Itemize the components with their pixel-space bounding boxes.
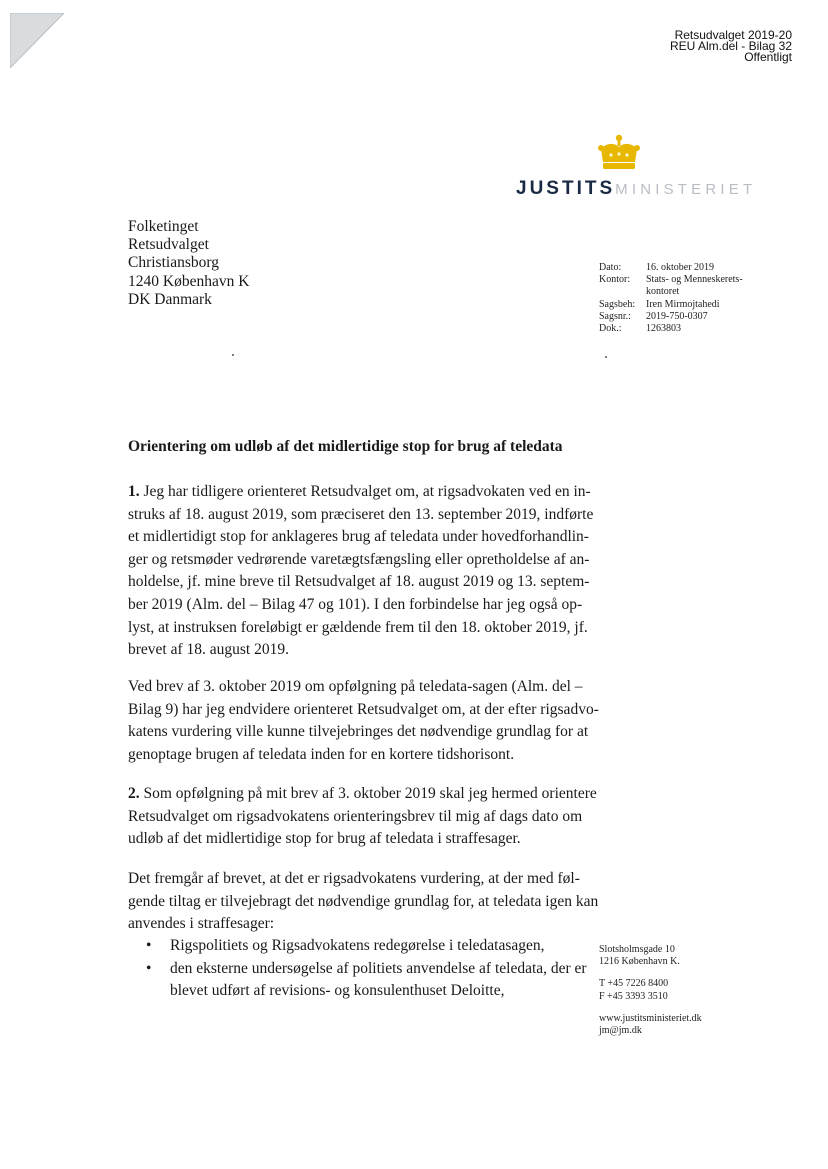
paragraph: [128, 868, 599, 936]
recipient-line: Retsudvalget: [128, 236, 209, 254]
letter-subject: Orientering om udløb af det midlertidige stop for brug af teledata: [128, 438, 563, 455]
paragraph-line: genoptage brugen af teledata inden for en kortere tidshorisont.: [128, 745, 515, 763]
crown-icon: [595, 133, 643, 173]
meta-label: Kontor:: [599, 274, 631, 286]
ministry-logo: [516, 178, 756, 200]
recipient-line: Christiansborg: [128, 254, 219, 272]
section-number: 1.: [128, 483, 140, 500]
list-item-text: Rigspolitiets og Rigsadvokatens redegørelse i teledatasagen,: [170, 937, 545, 954]
paragraph-line: struks af 18. august 2019, som præciseret den 13. september 2019, indførte: [128, 505, 594, 523]
paragraph-line: Det fremgår af brevet, at det er rigsadvokatens vurdering, at der med føl-: [128, 870, 580, 887]
paragraph-line: holdelse, jf. mine breve til Retsudvalget af 18. august 2019 og 13. septem-: [128, 573, 590, 591]
corner-fold-mark: [10, 13, 64, 68]
address-phone: T +45 7226 8400: [599, 978, 669, 990]
paragraph-line: Bilag 9) har jeg endvidere orienteret Retsudvalget om, at der efter rigsadvo-: [128, 700, 599, 718]
paragraph-line: [128, 481, 591, 504]
meta-row-office: [599, 274, 743, 286]
paragraph-text: Som opfølgning på mit brev af 3. oktober 2019 skal jeg hermed orientere: [139, 785, 597, 802]
address-street: Slotsholmsgade 10: [599, 944, 675, 955]
bullet-icon: •: [146, 959, 152, 977]
scan-speck: [232, 354, 234, 356]
scan-speck: [605, 356, 607, 358]
stamp-line-1: Retsudvalget 2019-20: [674, 28, 792, 42]
meta-value: 16. oktober 2019: [646, 262, 715, 273]
paragraph-line: Retsudvalget om rigsadvokatens orienteringsbrev til mig af dags dato om: [128, 807, 583, 825]
meta-value: Iren Mirmojtahedi: [646, 298, 720, 310]
paragraph-line: ber 2019 (Alm. del – Bilag 47 og 101). I den forbindelse har jeg også op-: [128, 595, 583, 613]
section-number: 2.: [128, 785, 140, 802]
meta-value: Stats- og Menneskerets-: [646, 274, 743, 286]
paragraph-text: Jeg har tidligere orienteret Retsudvalget om, at rigsadvokaten ved en in-: [139, 483, 591, 500]
meta-row-date: [599, 262, 743, 274]
meta-label: Dato:: [599, 262, 622, 273]
meta-label: Sagsbeh:: [599, 298, 636, 310]
stamp-line-2: REU Alm.del - Bilag 32: [669, 39, 792, 53]
paragraph-line: katens vurdering ville kunne tilvejebringes det nødvendige grundlag for at: [128, 723, 589, 741]
paragraph: [128, 676, 599, 766]
stamp-line-3: Offentligt: [744, 50, 792, 64]
sender-address: [599, 944, 702, 1037]
meta-value: 1263803: [646, 323, 681, 335]
address-email: jm@jm.dk: [599, 1025, 642, 1037]
meta-row-doc: [599, 323, 743, 335]
recipient-line: DK Danmark: [128, 290, 212, 308]
meta-value-continued: kontoret: [646, 286, 680, 298]
paragraph-line: gende tiltag er tilvejebragt det nødvendige grundlag for, at teledata igen kan: [128, 892, 599, 910]
meta-label: Dok.:: [599, 323, 622, 335]
recipient-line: Folketinget: [128, 218, 199, 235]
letter-metadata: [599, 262, 743, 335]
bullet-icon: •: [146, 937, 152, 954]
paragraph-line: Ved brev af 3. oktober 2019 om opfølgning på teledata-sagen (Alm. del –: [128, 678, 583, 695]
recipient-line: 1240 København K: [128, 272, 250, 290]
document-stamp: [670, 30, 792, 63]
logo-light-text: MINISTERIET: [615, 181, 757, 198]
paragraph: [128, 783, 597, 851]
bullet-list: [146, 935, 587, 1003]
paragraph-line: et midlertidigt stop for anklageres brug af teledata under hovedforhandlin-: [128, 528, 589, 546]
paragraph-line: ger og retsmøder vedrørende varetægtsfængsling eller opretholdelse af an-: [128, 550, 590, 568]
address-fax: F +45 3393 3510: [599, 990, 668, 1002]
list-item: [146, 958, 587, 1003]
paragraph-line: lyst, at instruksen foreløbigt er gældende frem til den 18. oktober 2019, jf.: [128, 618, 588, 636]
meta-label: Sagsnr.:: [599, 310, 631, 322]
meta-row-handler: [599, 299, 743, 311]
paragraph: [128, 481, 594, 662]
paragraph-line: brevet af 18. august 2019.: [128, 641, 289, 659]
meta-row-case: [599, 311, 743, 323]
paragraph-line: anvendes i straffesager:: [128, 915, 275, 933]
paragraph-line: [128, 783, 597, 806]
meta-value: 2019-750-0307: [646, 310, 708, 322]
address-website: www.justitsministeriet.dk: [599, 1012, 702, 1024]
address-city: 1216 København K.: [599, 956, 680, 968]
logo-strong-text: JUSTITS: [516, 178, 616, 199]
list-item-text: den eksterne undersøgelse af politiets anvendelse af teledata, der er: [170, 959, 587, 977]
list-item: [146, 935, 587, 958]
list-item-text: blevet udført af revisions- og konsulenthuset Deloitte,: [170, 982, 505, 1000]
recipient-address: [128, 218, 249, 309]
paragraph-line: udløb af det midlertidige stop for brug af teledata i straffesager.: [128, 830, 521, 848]
